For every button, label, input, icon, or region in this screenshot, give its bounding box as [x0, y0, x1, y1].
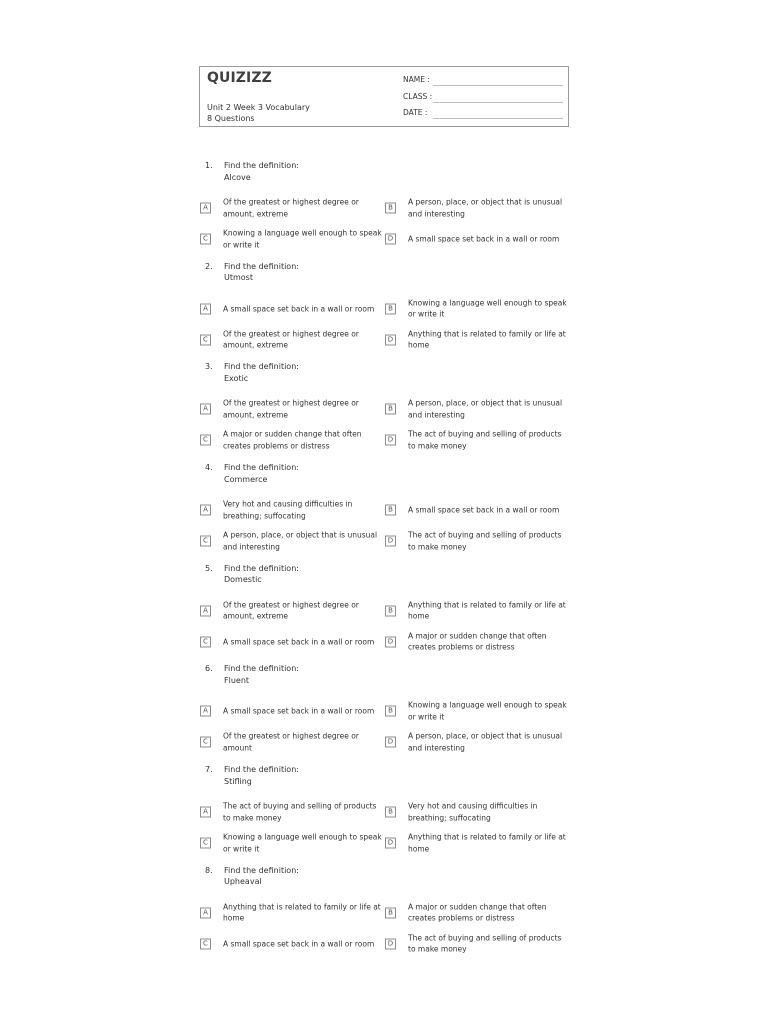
quizizz-logo: QUIZIZZ [207, 70, 272, 86]
question-prompt: Find the definition: [224, 161, 299, 170]
worksheet-header [199, 66, 569, 127]
question-number: 2. [205, 261, 213, 271]
option-text: Of the greatest or highest degree or amount [223, 731, 359, 753]
question-list [199, 160, 571, 966]
option-c[interactable] [199, 627, 374, 657]
option-letter-box: B [385, 807, 396, 818]
date-line[interactable] [433, 118, 563, 119]
option-text: Anything that is related to family or life at home [223, 902, 381, 923]
option-text: Of the greatest or highest degree or amount, extreme [223, 197, 359, 218]
option-text: A person, place, or object that is unusual and interesting [223, 530, 378, 552]
class-line[interactable] [433, 102, 563, 103]
option-letter-box: D [385, 938, 396, 949]
option-letter-box: C [200, 234, 211, 245]
question-term: Stifling [224, 776, 252, 786]
worksheet-title: Unit 2 Week 3 Vocabulary [207, 103, 310, 112]
option-letter-box: D [385, 435, 396, 446]
option-text: Knowing a language well enough to speak or write it [223, 832, 382, 854]
option-letter-box: A [200, 303, 211, 314]
option-a[interactable] [199, 696, 374, 726]
option-letter-box: A [200, 203, 211, 214]
question-number: 7. [205, 765, 213, 775]
name-label: NAME : [403, 75, 430, 84]
question-term: Fluent [224, 675, 250, 685]
option-c[interactable] [199, 929, 374, 959]
option-letter-box: D [385, 234, 396, 245]
option-text: A small space set back in a wall or room [223, 939, 375, 949]
question-prompt: Find the definition: [224, 261, 299, 271]
option-text: The act of buying and selling of products to make money [408, 933, 562, 954]
question-3 [199, 361, 571, 462]
option-letter-box: A [200, 706, 211, 717]
worksheet-title-block [207, 102, 310, 124]
option-d[interactable] [384, 828, 566, 858]
option-letter-box: A [200, 404, 211, 415]
student-info-fields [403, 75, 563, 125]
option-text: A small space set back in a wall or room [223, 706, 375, 716]
question-prompt: Find the definition: [224, 865, 299, 875]
name-line[interactable] [433, 85, 563, 86]
option-d[interactable] [384, 727, 563, 757]
question-count: 8 Questions [207, 114, 255, 123]
option-a[interactable] [199, 898, 381, 928]
option-d[interactable] [384, 627, 559, 657]
question-number: 1. [205, 161, 213, 170]
option-text: Anything that is related to family or life at home [408, 832, 566, 854]
option-letter-box: A [200, 907, 211, 918]
option-letter-box: B [385, 404, 396, 415]
option-letter-box: C [200, 435, 211, 446]
option-letter-box: C [200, 838, 211, 849]
option-a[interactable] [199, 797, 377, 827]
question-text [224, 865, 299, 888]
option-a[interactable] [199, 495, 374, 525]
option-c[interactable] [199, 425, 374, 455]
date-label: DATE : [403, 108, 428, 117]
option-letter-box: B [385, 907, 396, 918]
option-text: A major or sudden change that often creates problems or distress [408, 631, 547, 652]
question-term: Commerce [224, 474, 268, 484]
question-number: 3. [205, 362, 213, 372]
option-text: The act of buying and selling of products to make money [408, 530, 562, 552]
question-7 [199, 764, 571, 865]
option-text: A small space set back in a wall or room [408, 234, 560, 244]
option-letter-box: B [385, 303, 396, 314]
option-text: A major or sudden change that often creates problems or distress [223, 429, 362, 451]
option-text: A person, place, or object that is unusual and interesting [408, 197, 563, 218]
option-text: Anything that is related to family or life at home [408, 329, 566, 350]
question-text [224, 663, 299, 686]
option-b[interactable] [384, 596, 566, 626]
option-text: Very hot and causing difficulties in breathing; suffocating [223, 499, 353, 521]
question-prompt: Find the definition: [224, 664, 299, 674]
option-b[interactable] [384, 294, 567, 324]
question-8 [199, 865, 571, 966]
question-term: Alcove [224, 172, 251, 182]
option-text: Knowing a language well enough to speak or write it [223, 228, 382, 249]
class-field[interactable] [403, 92, 563, 109]
option-c[interactable] [199, 526, 378, 556]
option-letter-box: C [200, 536, 211, 547]
option-d[interactable] [384, 929, 562, 959]
question-1 [199, 160, 571, 261]
option-c[interactable] [199, 727, 374, 757]
question-prompt: Find the definition: [224, 362, 299, 372]
option-letter-box: B [385, 505, 396, 516]
option-letter-box: D [385, 536, 396, 547]
option-letter-box: A [200, 505, 211, 516]
question-term: Exotic [224, 373, 249, 383]
option-text: A small space set back in a wall or room [223, 637, 375, 646]
option-letter-box: B [385, 605, 396, 616]
class-label: CLASS : [403, 91, 433, 101]
option-text: A person, place, or object that is unusual and interesting [408, 731, 563, 753]
option-text: Knowing a language well enough to speak or write it [408, 298, 567, 319]
option-letter-box: B [385, 203, 396, 214]
option-text: Very hot and causing difficulties in breathing; suffocating [408, 801, 538, 823]
option-text: A small space set back in a wall or room [223, 303, 375, 313]
option-d[interactable] [384, 325, 566, 355]
question-number: 4. [205, 463, 213, 473]
option-c[interactable] [199, 224, 382, 254]
question-prompt: Find the definition: [224, 765, 299, 775]
option-letter-box: B [385, 706, 396, 717]
question-term: Domestic [224, 575, 262, 585]
option-letter-box: D [385, 737, 396, 748]
option-d[interactable] [384, 425, 562, 455]
name-field[interactable] [403, 75, 563, 92]
option-text: The act of buying and selling of products to make money [223, 801, 377, 823]
question-4 [199, 462, 571, 563]
option-c[interactable] [199, 325, 374, 355]
question-text [224, 462, 299, 485]
option-a[interactable] [199, 394, 374, 424]
question-term: Upheaval [224, 877, 262, 887]
option-letter-box: D [385, 838, 396, 849]
option-text: Knowing a language well enough to speak or write it [408, 700, 567, 722]
question-text [224, 160, 299, 183]
question-prompt: Find the definition: [224, 463, 299, 473]
question-text [224, 764, 299, 787]
option-d[interactable] [384, 526, 562, 556]
option-a[interactable] [199, 294, 374, 324]
option-a[interactable] [199, 596, 374, 626]
option-text: The act of buying and selling of products to make money [408, 429, 562, 451]
question-text [224, 261, 299, 284]
option-a[interactable] [199, 193, 374, 223]
option-text: A small space set back in a wall or room [408, 505, 560, 515]
question-term: Utmost [224, 273, 253, 283]
option-letter-box: D [385, 334, 396, 345]
option-d[interactable] [384, 224, 559, 254]
question-number: 8. [205, 865, 213, 875]
option-b[interactable] [384, 696, 567, 726]
option-b[interactable] [384, 495, 559, 525]
option-letter-box: D [385, 636, 396, 647]
option-text: Of the greatest or highest degree or amount, extreme [223, 329, 359, 350]
question-text [224, 361, 299, 384]
option-text: A person, place, or object that is unusual and interesting [408, 398, 563, 420]
option-text: A major or sudden change that often creates problems or distress [408, 902, 547, 923]
option-letter-box: C [200, 334, 211, 345]
question-text [224, 563, 299, 586]
option-letter-box: A [200, 605, 211, 616]
question-number: 5. [205, 563, 213, 573]
option-b[interactable] [384, 797, 559, 827]
option-letter-box: C [200, 938, 211, 949]
question-6 [199, 663, 571, 764]
question-prompt: Find the definition: [224, 563, 299, 573]
question-number: 6. [205, 664, 213, 674]
option-c[interactable] [199, 828, 382, 858]
question-2 [199, 261, 571, 362]
option-b[interactable] [384, 193, 563, 223]
question-5 [199, 563, 571, 664]
date-field[interactable] [403, 108, 563, 125]
option-text: Of the greatest or highest degree or amount, extreme [223, 398, 359, 420]
option-letter-box: C [200, 737, 211, 748]
option-b[interactable] [384, 394, 563, 424]
option-letter-box: A [200, 807, 211, 818]
option-letter-box: C [200, 636, 211, 647]
option-text: Of the greatest or highest degree or amount, extreme [223, 600, 359, 621]
option-text: Anything that is related to family or life at home [408, 600, 566, 621]
option-b[interactable] [384, 898, 559, 928]
